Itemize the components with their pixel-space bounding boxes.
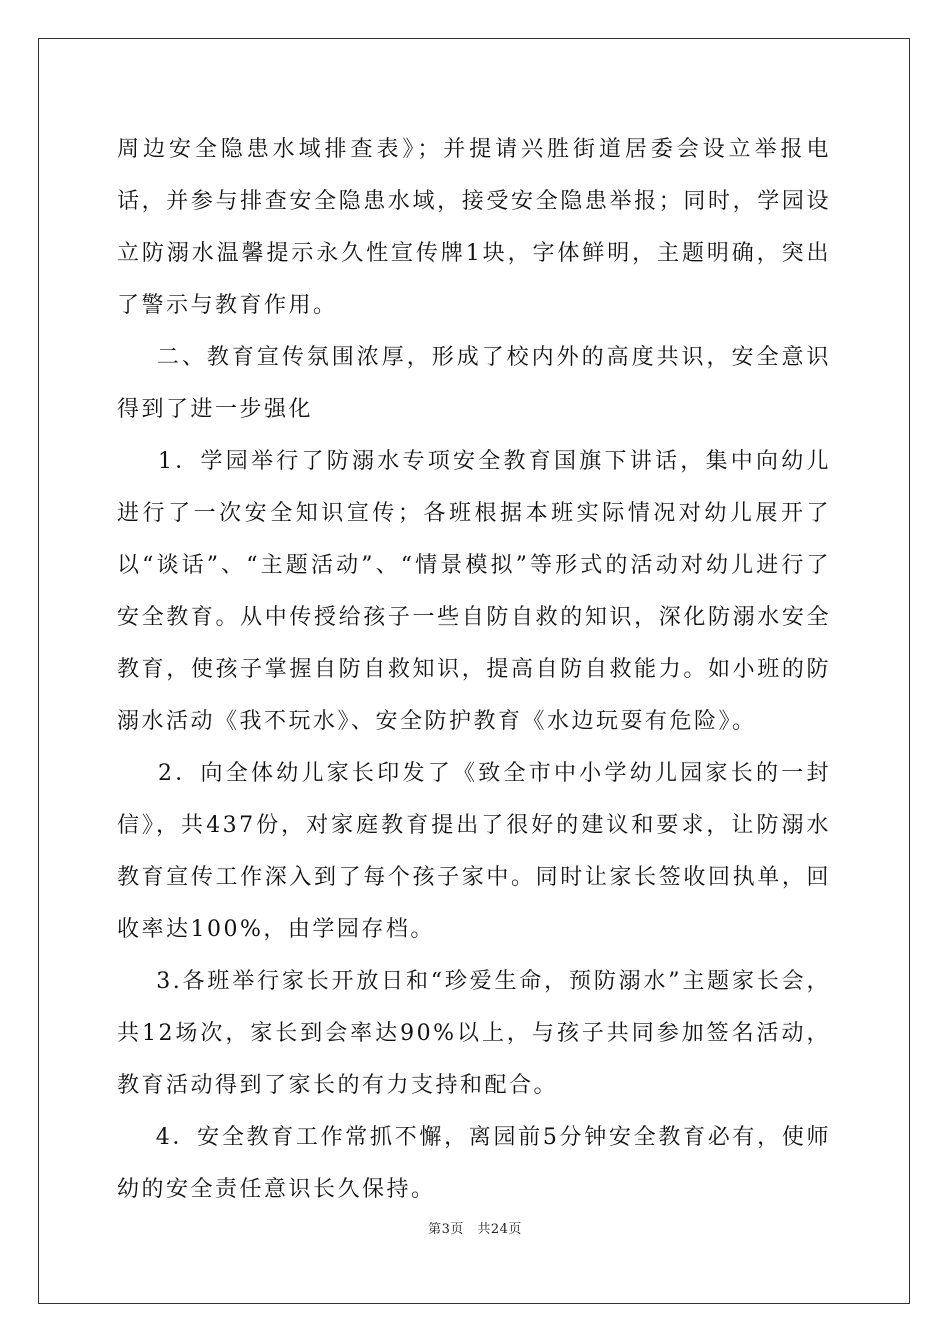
paragraph-item-2: 2．向全体幼儿家长印发了《致全市中小学幼儿园家长的一封信》，共437份，对家庭教育提出了很好的建议和要求，让防溺水教育宣传工作深入到了每个孩子家中。同时让家长签收回执单，回收率达100%，由学园存档。 [117,761,831,942]
paragraph-item-1: 1．学园举行了防溺水专项安全教育国旗下讲话，集中向幼儿进行了一次安全知识宣传；各班根据本班实际情况对幼儿展开了以“谈话”、“主题活动”、“情景模拟”等形式的活动对幼儿进行了安全教育。从中传授给孩子一些自防自救的知识，深化防溺水安全教育，使孩子掌握自防自救知识，提高自防自救能力。如小班的防溺水活动《我不玩水》、安全防护教育《水边玩耍有危险》。 [117,449,831,734]
page-number-footer: 第3页 共24页 [428,1222,522,1237]
paragraph-continuation: 周边安全隐患水域排查表》；并提请兴胜街道居委会设立举报电话，并参与排查安全隐患水域，接受安全隐患举报；同时，学园设立防溺水温馨提示永久性宣传牌1块，字体鲜明，主题明确，突出了警示与教育作用。 [117,137,831,318]
paragraph-item-4: 4．安全教育工作常抓不懈，离园前5分钟安全教育必有，使师幼的安全责任意识长久保持。 [117,1125,831,1202]
paragraph-item-3: 3.各班举行家长开放日和“珍爱生命，预防溺水”主题家长会，共12场次，家长到会率达90%以上，与孩子共同参加签名活动，教育活动得到了家长的有力支持和配合。 [117,969,831,1098]
document-body [117,124,831,1216]
section-heading-education-publicity: 二、教育宣传氛围浓厚，形成了校内外的高度共识，安全意识得到了进一步强化 [117,345,831,422]
